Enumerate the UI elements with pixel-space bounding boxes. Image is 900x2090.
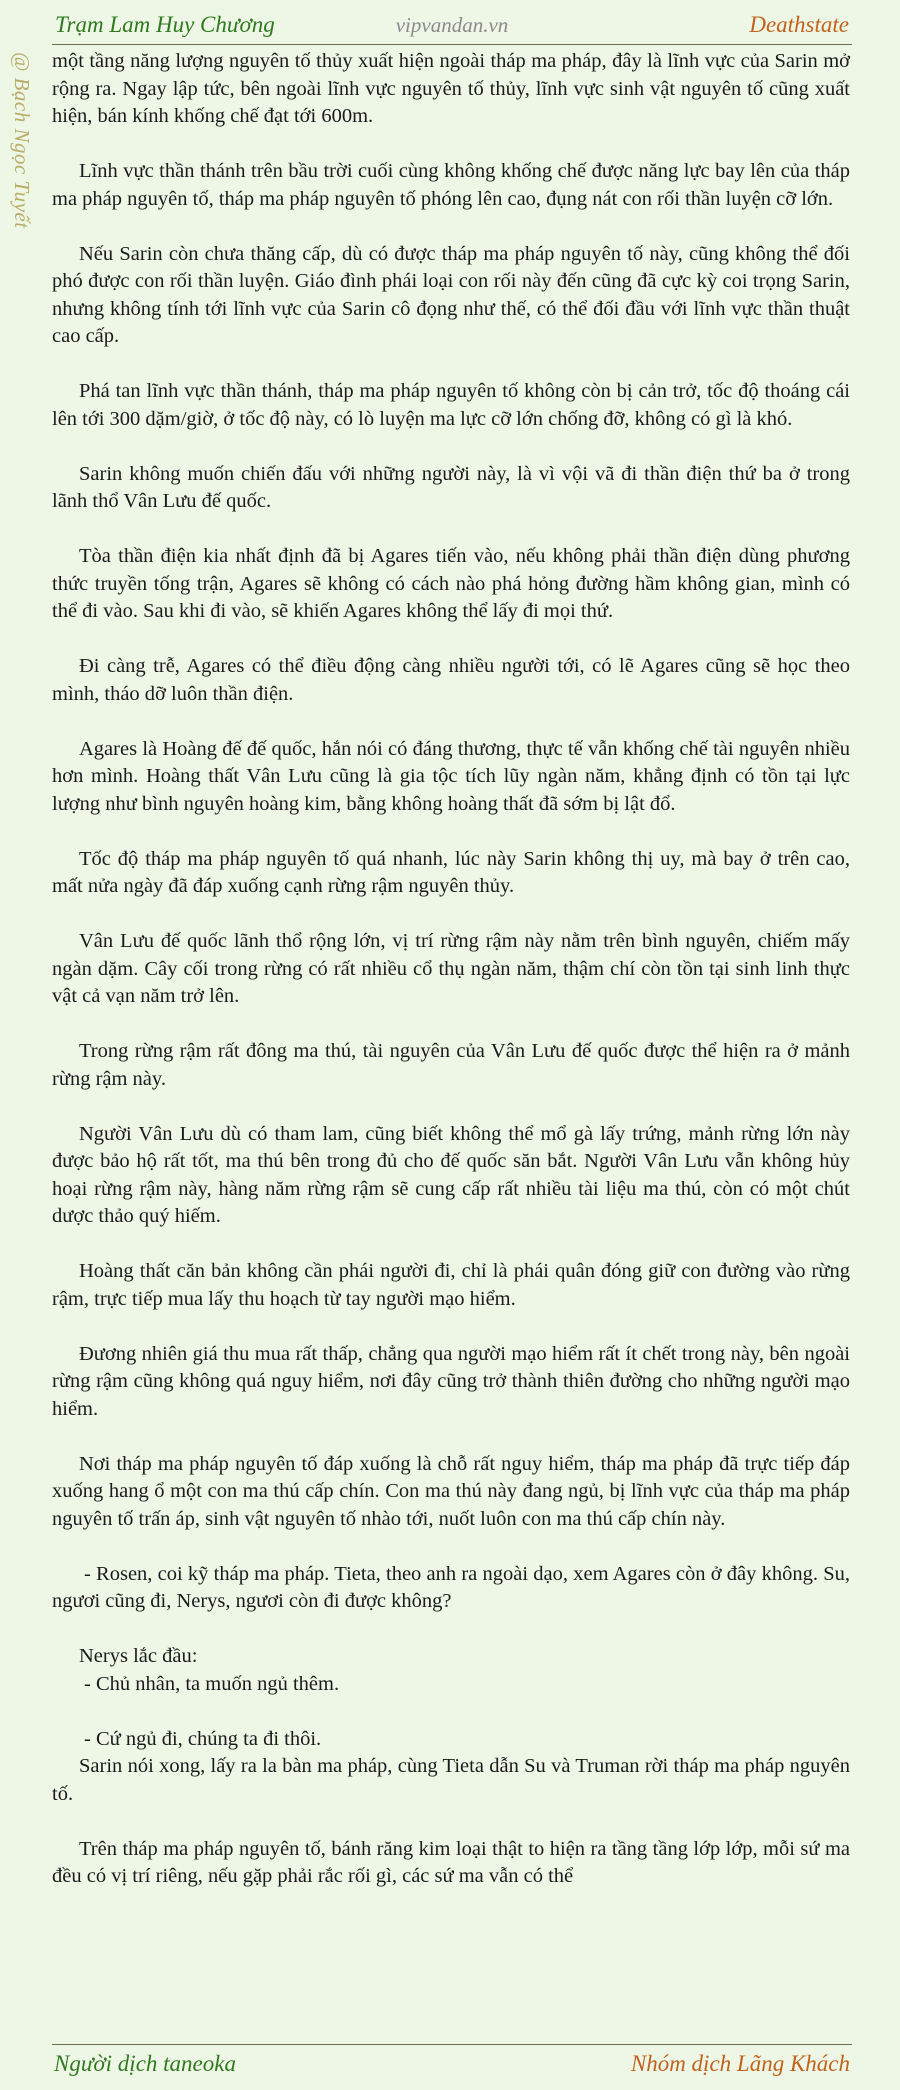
paragraph: Nếu Sarin còn chưa thăng cấp, dù có được tháp ma pháp nguyên tố này, cũng không thể đối phó được con rối thần luyện. Giáo đình phái loại con rối này đến cũng đã cực kỳ coi trọng Sarin, nhưng không tính tới lĩnh vực của Sarin cô đọng như thế, có thể đối đầu với lĩnh vực thần thuật cao cấp. <box>52 242 850 347</box>
dialogue-paragraph: - Rosen, coi kỹ tháp ma pháp. Tieta, theo anh ra ngoài dạo, xem Agares còn ở đây không. Su, ngươi cũng đi, Nerys, ngươi còn đi được không? <box>52 1562 850 1612</box>
header-chapter: Deathstate <box>749 12 849 37</box>
page-header <box>52 4 852 45</box>
footer-translator: Người dịch taneoka <box>54 2051 236 2076</box>
dialogue-line: - Chủ nhân, ta muốn ngủ thêm. <box>84 1672 340 1695</box>
page-footer <box>52 2044 852 2085</box>
paragraph: Trong rừng rậm rất đông ma thú, tài nguyên của Vân Lưu đế quốc được thể hiện ra ở mảnh rừng rậm này. <box>52 1040 850 1090</box>
paragraph: một tầng năng lượng nguyên tố thủy xuất hiện ngoài tháp ma pháp, đây là lĩnh vực của Sarin mở rộng ra. Ngay lập tức, bên ngoài lĩnh vực nguyên tố thủy, lĩnh vực sinh vật nguyên tố cũng xuất hiện, bán kính khống chế đạt tới 600m. <box>52 50 850 127</box>
narration-line: Sarin nói xong, lấy ra la bàn ma pháp, cùng Tieta dẫn Su và Truman rời tháp ma pháp nguyên tố. <box>52 1755 850 1805</box>
paragraph: Đi càng trễ, Agares có thể điều động càng nhiều người tới, có lẽ Agares cũng sẽ học theo mình, tháo dỡ luôn thần điện. <box>52 655 850 705</box>
paragraph: Agares là Hoàng đế đế quốc, hắn nói có đáng thương, thực tế vẫn khống chế tài nguyên nhiều hơn mình. Hoàng thất Vân Lưu cũng là gia tộc tích lũy ngàn năm, khẳng định có tồn tại lực lượng như bình nguyên hoàng kim, bằng không hoàng thất đã sớm bị lật đổ. <box>52 737 850 815</box>
paragraph: Lĩnh vực thần thánh trên bầu trời cuối cùng không khống chế được năng lực bay lên của tháp ma pháp nguyên tố, tháp ma pháp nguyên tố phóng lên cao, đụng nát con rối thần luyện cỡ lớn. <box>52 160 850 210</box>
dialogue-block <box>52 1643 850 1698</box>
header-series-title: Trạm Lam Huy Chương <box>55 12 275 37</box>
paragraph: Tòa thần điện kia nhất định đã bị Agares tiến vào, nếu không phải thần điện dùng phương thức truyền tống trận, Agares sẽ không có cách nào phá hỏng đường hầm không gian, mình có thể đi vào. Sau khi đi vào, sẽ khiến Agares không thể lấy đi mọi thứ. <box>52 545 850 622</box>
dialogue-line: - Cứ ngủ đi, chúng ta đi thôi. <box>84 1727 322 1750</box>
paragraph: Vân Lưu đế quốc lãnh thổ rộng lớn, vị trí rừng rậm này nằm trên bình nguyên, chiếm mấy ngàn dặm. Cây cối trong rừng có rất nhiều cổ thụ ngàn năm, thậm chí còn tồn tại sinh linh thực vật cả vạn năm trở lên. <box>52 930 850 1007</box>
footer-group: Nhóm dịch Lãng Khách <box>630 2051 850 2076</box>
paragraph: Tốc độ tháp ma pháp nguyên tố quá nhanh, lúc này Sarin không thị uy, mà bay ở trên cao, mất nửa ngày đã đáp xuống cạnh rừng rậm nguyên thủy. <box>52 847 850 897</box>
paragraph: Sarin không muốn chiến đấu với những người này, là vì vội vã đi thần điện thứ ba ở trong lãnh thổ Vân Lưu đế quốc. <box>52 462 850 512</box>
paragraph: Nơi tháp ma pháp nguyên tố đáp xuống là chỗ rất nguy hiểm, tháp ma pháp đã trực tiếp đáp xuống hang ổ một con ma thú cấp chín. Con ma thú này đang ngủ, bị lĩnh vực của tháp ma pháp nguyên tố trấn áp, sinh vật nguyên tố nhào tới, nuốt luôn con ma thú cấp chín này. <box>52 1452 850 1530</box>
paragraph: Phá tan lĩnh vực thần thánh, tháp ma pháp nguyên tố không còn bị cản trở, tốc độ thoáng cái lên tới 300 dặm/giờ, ở tốc độ này, có lò luyện ma lực cỡ lớn chống đỡ, không có gì là khó. <box>52 380 850 430</box>
paragraph: Đương nhiên giá thu mua rất thấp, chẳng qua người mạo hiểm rất ít chết trong này, bên ngoài rừng rậm cũng không quá nguy hiểm, nơi đây cũng trở thành thiên đường cho những người mạo hiểm. <box>52 1342 850 1420</box>
header-site: vipvandan.vn <box>395 13 509 37</box>
document-body <box>52 48 850 1918</box>
dialogue-block <box>52 1726 850 1809</box>
paragraph: Hoàng thất căn bản không cần phái người đi, chỉ là phái quân đóng giữ con đường vào rừng rậm, trực tiếp mua lấy thu hoạch từ tay người mạo hiểm. <box>52 1260 850 1310</box>
narration-line: Nerys lắc đầu: <box>79 1645 198 1667</box>
side-author-credit: @ Bạch Ngọc Tuyết <box>10 52 34 229</box>
paragraph: Trên tháp ma pháp nguyên tố, bánh răng kim loại thật to hiện ra tầng tầng lớp lớp, mỗi sứ ma đều có vị trí riêng, nếu gặp phải rắc rối gì, các sứ ma vẫn có thể <box>52 1837 850 1887</box>
paragraph: Người Vân Lưu dù có tham lam, cũng biết không thể mổ gà lấy trứng, mảnh rừng lớn này được bảo hộ rất tốt, ma thú bên trong đủ cho đế quốc săn bắt. Người Vân Lưu vẫn không hủy hoại rừng rậm này, hàng năm rừng rậm sẽ cung cấp rất nhiều tài liệu ma thú, còn có một chút dược thảo quý hiếm. <box>52 1122 850 1227</box>
